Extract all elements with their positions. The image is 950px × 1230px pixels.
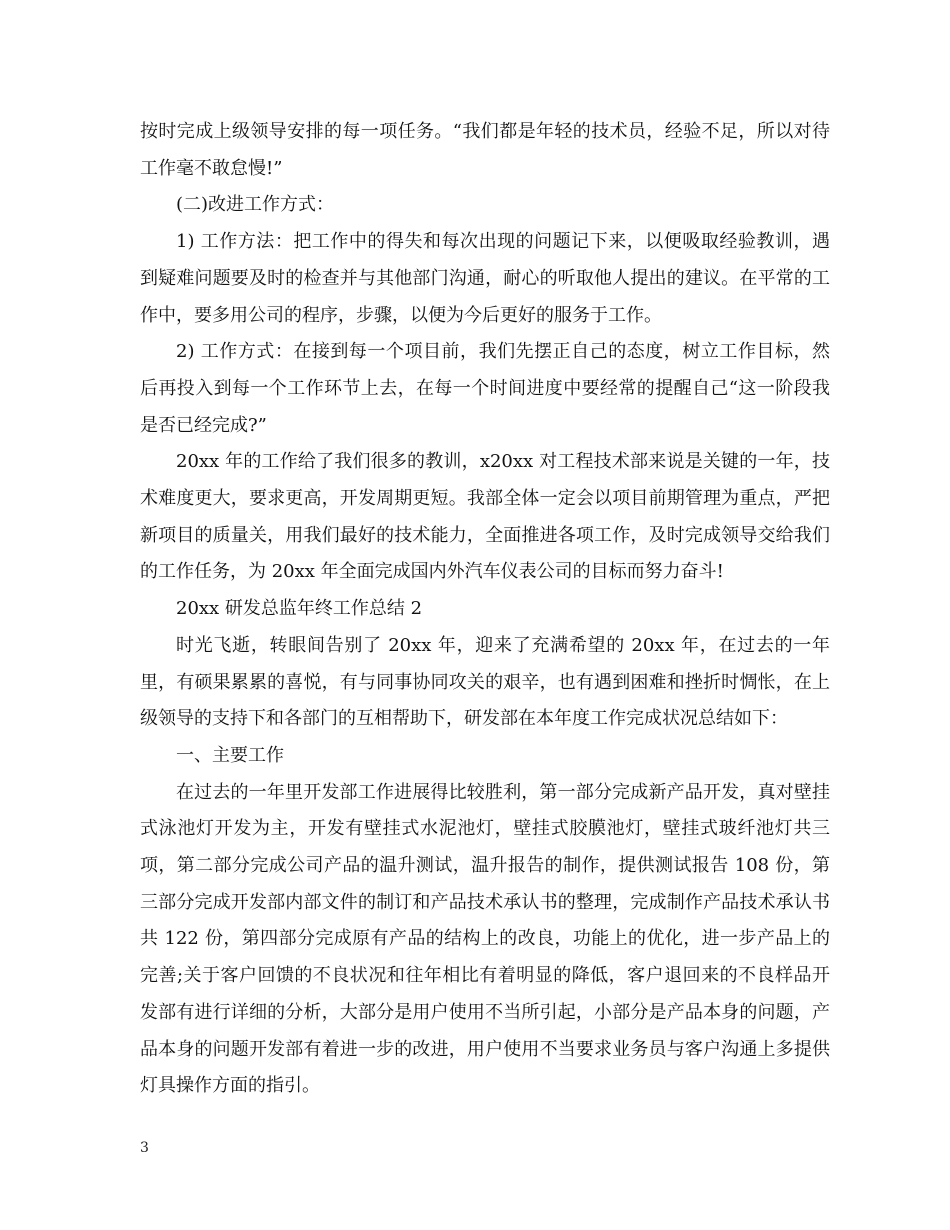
paragraph-5: 20xx 年的工作给了我们很多的教训，x20xx 对工程技术部来说是关键的一年，技术难度更大，要求更高，开发周期更短。我部全体一定会以项目前期管理为重点，严把新项目的质量关，用我们最好的技术能力，全面推进各项工作，及时完成领导交给我们的工作任务，为 20xx 年全面完成国内外汽车仪表公司的目标而努力奋斗! xyxy=(140,451,830,583)
paragraph-1: 按时完成上级领导安排的每一项任务。“我们都是年轻的技术员，经验不足，所以对待工作毫不敢怠慢!” xyxy=(140,121,830,179)
section-title-2: 20xx 研发总监年终工作总结 2 xyxy=(176,598,423,620)
paragraph-4: 2) 工作方式：在接到每一个项目前，我们先摆正自己的态度，树立工作目标，然后再投入到每一个工作环节上去，在每一个时间进度中要经常的提醒自己“这一阶段我是否已经完成?” xyxy=(140,341,830,436)
paragraph-9: 在过去的一年里开发部工作进展得比较胜利，第一部分完成新产品开发，真对壁挂式泳池灯开发为主，开发有壁挂式水泥池灯，壁挂式胶膜池灯，壁挂式玻纤池灯共三项，第二部分完成公司产品的温升测试，温升报告的制作，提供测试报告 108 份，第三部分完成开发部内部文件的制订和产品技术承认书的整理，完成制作产品技术承认书共 122 份，第四部分完成原有产品的结构上的改良，功能上的优化，进一步产品上的完善;关于客户回馈的不良状况和往年相比有着明显的降低，客户退回来的不良样品开发部有进行详细的分析，大部分是用户使用不当所引起，小部分是产品本身的问题，产品本身的问题开发部有着进一步的改进，用户使用不当要求业务员与客户沟通上多提供灯具操作方面的指引。 xyxy=(140,781,830,1097)
section-heading-main-work: 一、主要工作 xyxy=(176,744,284,766)
document-body xyxy=(140,114,830,1105)
page-number: 3 xyxy=(140,1140,149,1156)
paragraph-7: 时光飞逝，转眼间告别了 20xx 年，迎来了充满希望的 20xx 年，在过去的一年里，有硕果累累的喜悦，有与同事协同攻关的艰辛，也有遇到困难和挫折时惆怅，在上级领导的支持下和各部门的互相帮助下，研发部在本年度工作完成状况总结如下： xyxy=(140,634,830,730)
paragraph-2: (二)改进工作方式： xyxy=(176,194,335,216)
paragraph-3: 1) 工作方法：把工作中的得失和每次出现的问题记下来，以便吸取经验教训，遇到疑难问题要及时的检查并与其他部门沟通，耐心的听取他人提出的建议。在平常的工作中，要多用公司的程序，步骤，以便为今后更好的服务于工作。 xyxy=(140,231,830,326)
